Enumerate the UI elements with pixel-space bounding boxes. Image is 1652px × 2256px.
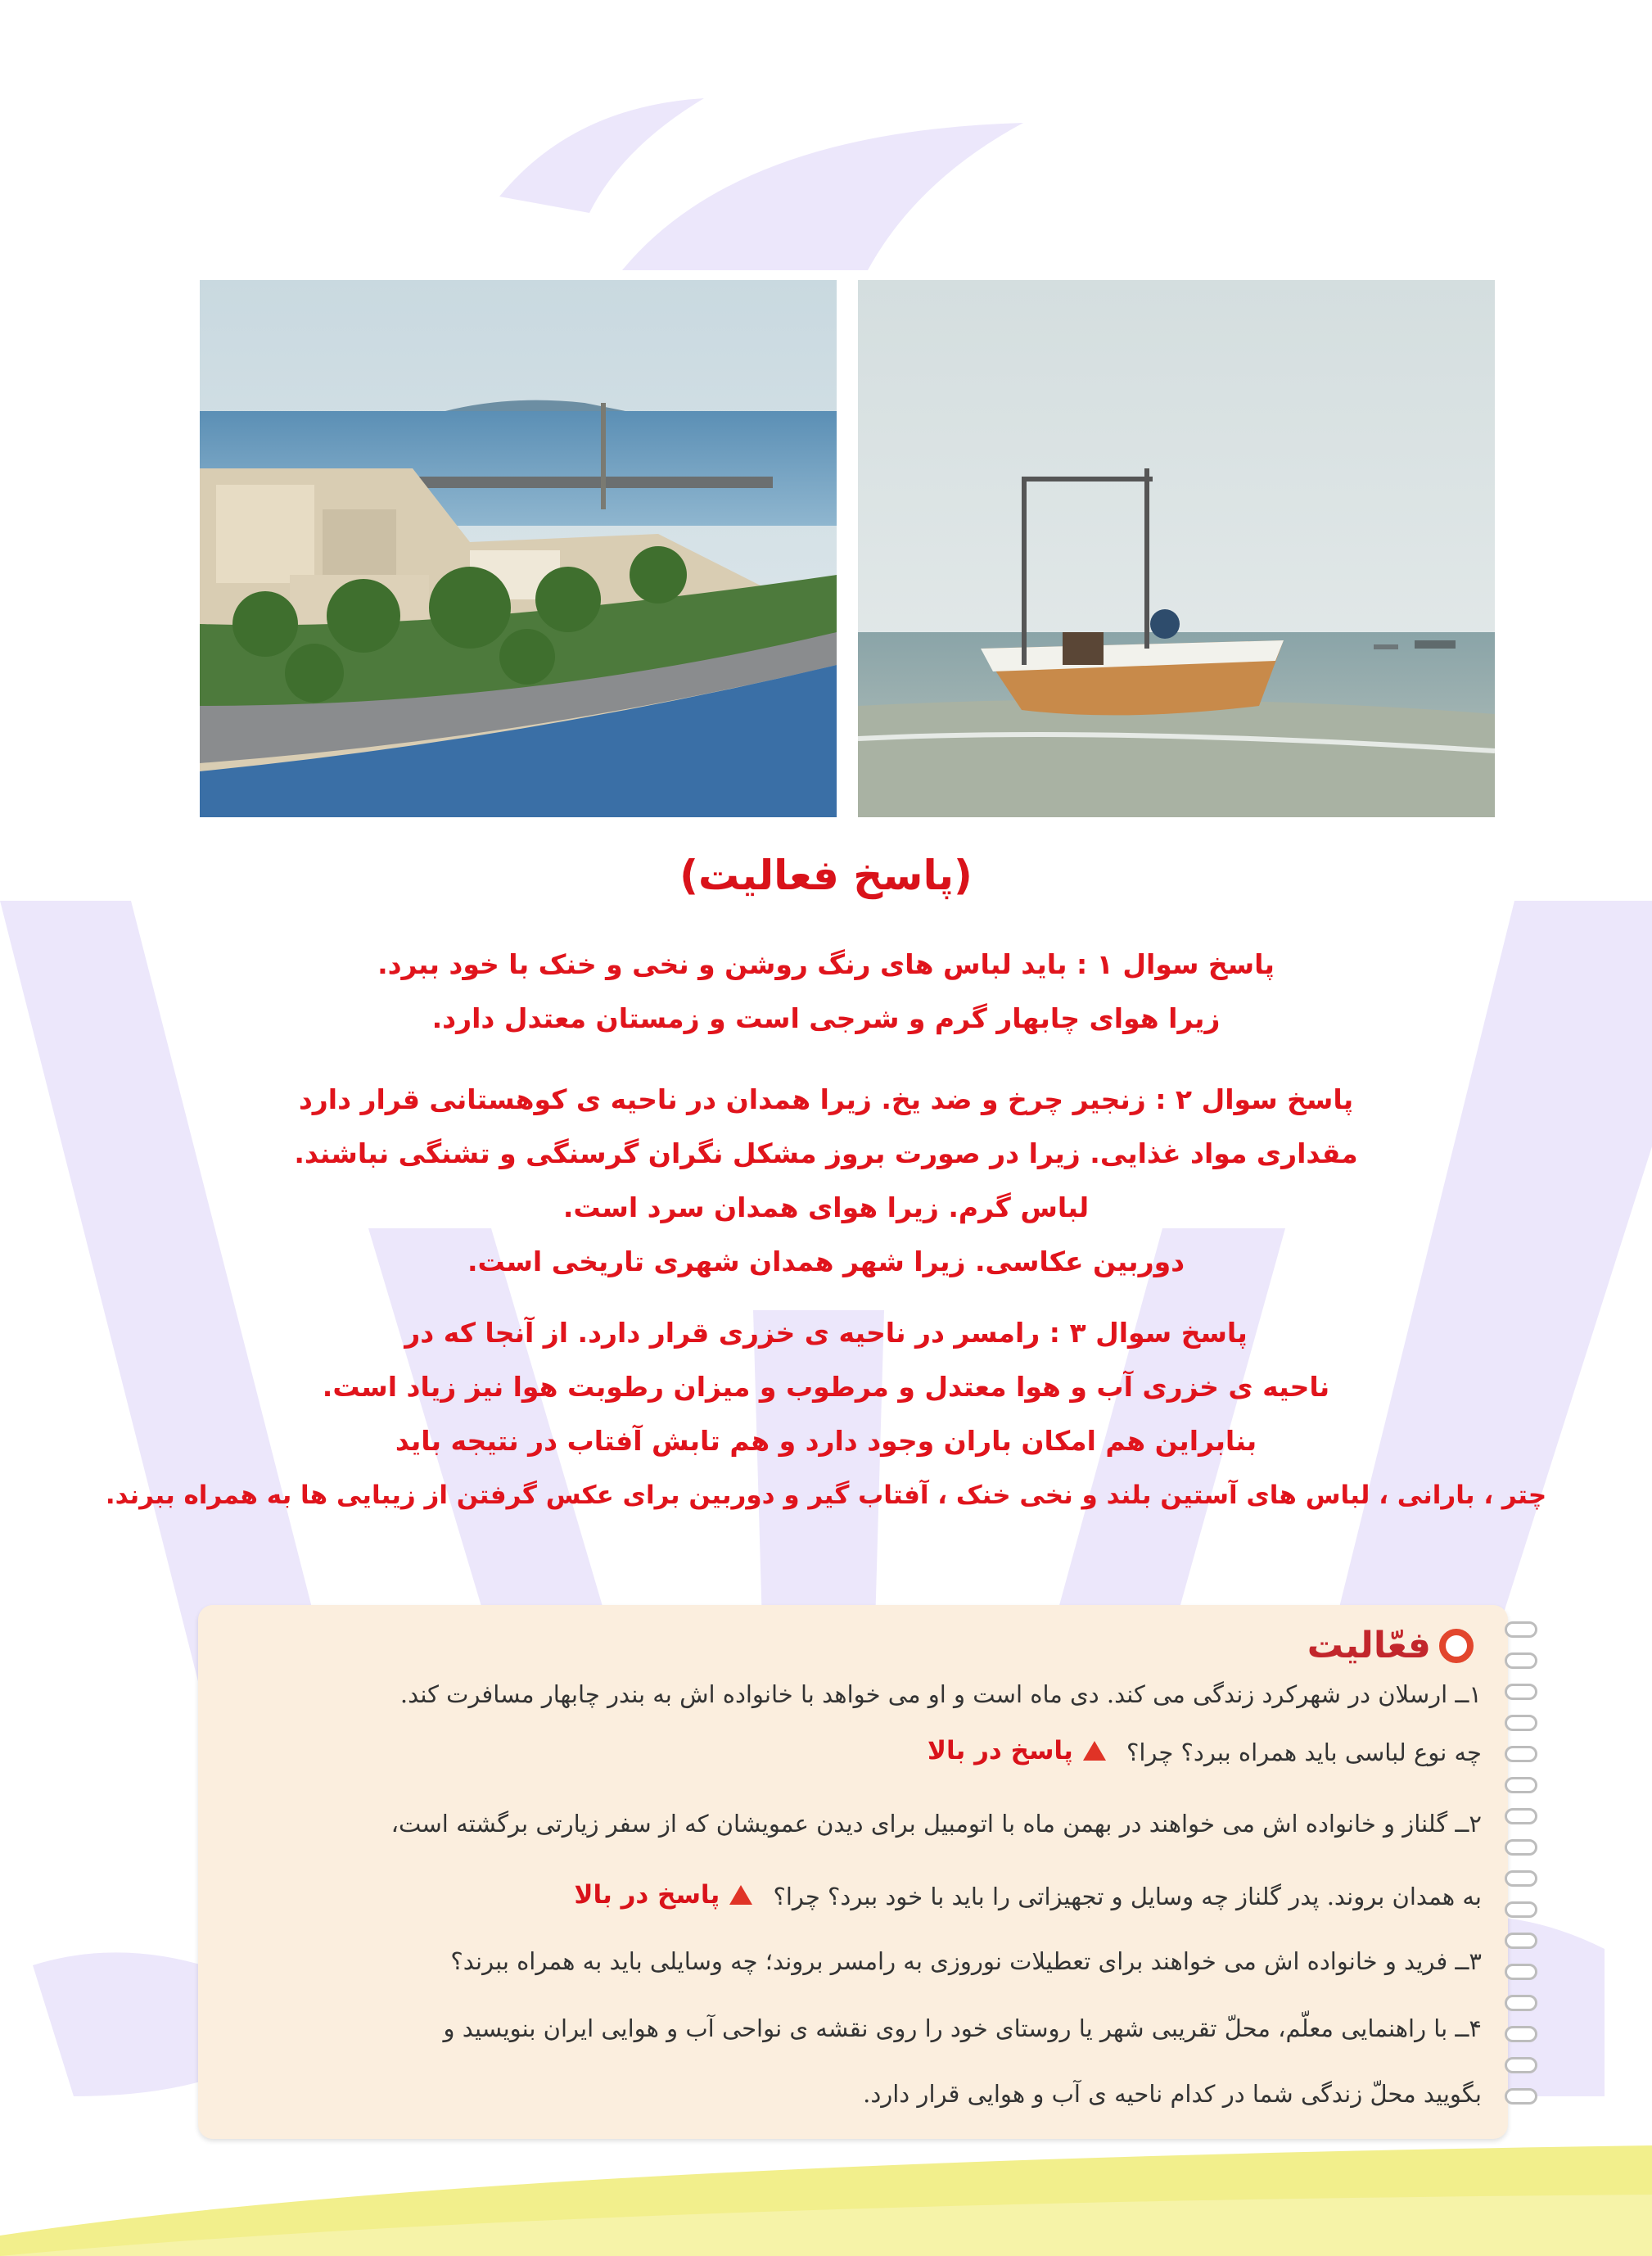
question-line: [574, 1880, 1482, 1910]
answer-block-2: [49, 1073, 1603, 1289]
answer-line: زیرا هوای چابهار گرم و شرجی است و زمستان معتدل دارد.: [431, 1002, 1221, 1034]
answers-title: (پاسخ فعالیت): [679, 852, 973, 899]
question-line: ۴ــ با راهنمایی معلّم، محلّ تقریبی شهر یا روستای خود را روی نقشه ی نواحی آب و هوایی ایران بنویسید و: [443, 2014, 1482, 2042]
activity-title: فعّالیت: [1307, 1625, 1431, 1666]
answer-block-3: [49, 1306, 1603, 1522]
answer-reference: [574, 1880, 752, 1910]
answer-line: پاسخ سوال ۱ : باید لباس های رنگ روشن و نخی و خنک با خود ببرد.: [377, 948, 1275, 980]
answer-line: ناحیه ی خزری آب و هوا معتدل و مرطوب و میزان رطوبت هوا نیز زیاد است.: [322, 1371, 1330, 1403]
bottom-decor-band: [0, 2145, 1652, 2256]
activity-header: [1307, 1625, 1474, 1666]
answer-line: دوربین عکاسی. زیرا شهر همدان شهری تاریخی است.: [467, 1246, 1185, 1277]
answer-line: پاسخ سوال ۲ : زنجیر چرخ و ضد یخ. زیرا همدان در ناحیه ی کوهستانی قرار دارد: [298, 1083, 1354, 1115]
question-text: چه نوع لباسی باید همراه ببرد؟ چرا؟: [1126, 1738, 1482, 1766]
activity-box: [198, 1605, 1508, 2139]
question-line: بگویید محلّ زندگی شما در کدام ناحیه ی آب و هوایی قرار دارد.: [863, 2080, 1482, 2108]
activity-circle-icon: [1439, 1629, 1474, 1663]
answer-reference-label: پاسخ در بالا: [574, 1880, 720, 1910]
answer-line: لباس گرم. زیرا هوای همدان سرد است.: [562, 1191, 1090, 1223]
question-line: ۲ــ گلناز و خانواده اش می خواهند در بهمن ماه با اتومبیل برای دیدن عمویشان که از سفر زیارتی برگشته است،: [390, 1810, 1482, 1838]
answer-line: مقداری مواد غذایی. زیرا در صورت بروز مشکل نگران گرسنگی و تشنگی نباشند.: [294, 1137, 1358, 1169]
answer-line: چتر ، بارانی ، لباس های آستین بلند و نخی خنک ، آفتاب گیر و دوربین برای عکس گرفتن از زیبایی ها به همراه ببرند.: [105, 1481, 1547, 1510]
answer-block-1: [49, 938, 1603, 1046]
answer-reference-label: پاسخ در بالا: [927, 1736, 1073, 1765]
answer-reference: [928, 1736, 1106, 1765]
answer-line: بنابراین هم امکان باران وجود دارد و هم تابش آفتاب در نتیجه باید: [395, 1425, 1257, 1457]
question-line: ۱ــ ارسلان در شهرکرد زندگی می کند. دی ماه است و او می خواهد با خانواده اش به بندر چابهار مسافرت کند.: [399, 1680, 1482, 1708]
spiral-binding-icon: [1505, 1621, 1541, 2121]
answer-line: پاسخ سوال ۳ : رامسر در ناحیه ی خزری قرار دارد. از آنجا که در: [404, 1317, 1248, 1349]
question-text: به همدان بروند. پدر گلناز چه وسایل و تجهیزاتی را باید با خود ببرد؟ چرا؟: [773, 1883, 1482, 1910]
city-coast-photo: [200, 280, 837, 817]
question-line: ۳ــ فرید و خانواده اش می خواهند برای تعطیلات نوروزی به رامسر بروند؛ چه وسایلی باید به همراه ببرند؟: [450, 1947, 1482, 1975]
question-line: [928, 1736, 1482, 1766]
warning-triangle-icon: [1083, 1741, 1106, 1761]
boat-beach-photo: [858, 280, 1495, 817]
warning-triangle-icon: [729, 1885, 752, 1905]
